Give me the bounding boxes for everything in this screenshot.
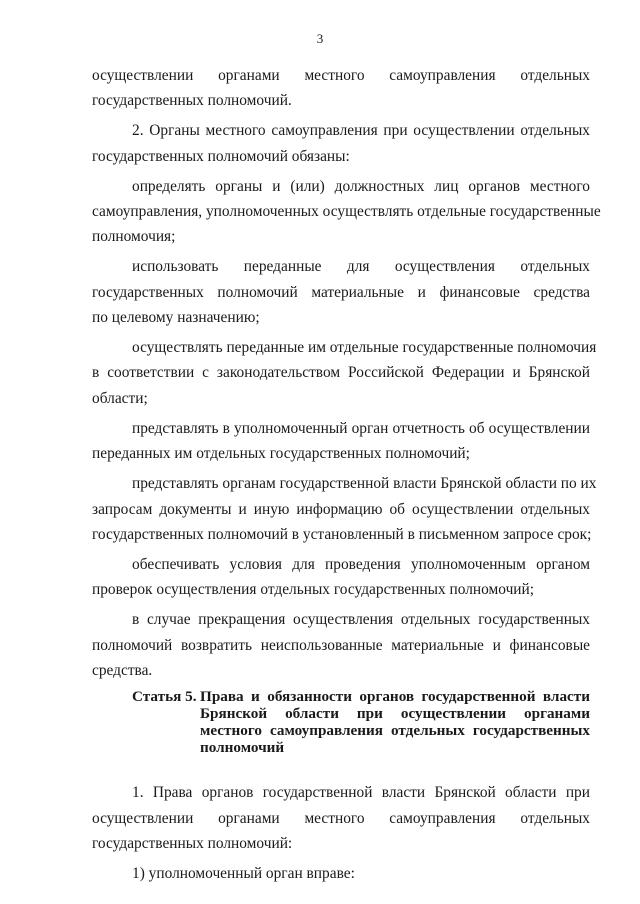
paragraph [92, 254, 590, 330]
paragraph [92, 471, 597, 547]
text-line: государственных полномочий материальные и финансовые средства [92, 283, 590, 301]
paragraph [92, 63, 590, 114]
text-line: государственных полномочий в установленный в письменном запросе срок; [92, 525, 592, 543]
paragraphs-bottom [92, 780, 590, 886]
article-title-line: полномочий [200, 739, 285, 757]
text-line: осуществлении органами местного самоуправления отдельных [92, 67, 590, 84]
paragraph [92, 780, 590, 856]
text-line: осуществлять переданные им отдельные государственные полномочия [132, 339, 597, 357]
text-line: представлять в уполномоченный орган отчетность об осуществлении [132, 419, 590, 437]
paragraph [92, 174, 601, 250]
article-title [200, 688, 590, 756]
text-line: переданных им отдельных государственных полномочий; [92, 445, 470, 463]
text-line: запросам документы и иную информацию об осуществлении отдельных [92, 500, 590, 518]
article-title-line: Брянской области при осуществлении органами [200, 705, 590, 723]
text-line: государственных полномочий обязаны: [92, 147, 350, 165]
text-line: полномочий возвратить неиспользованные материальные и финансовые [92, 636, 590, 654]
paragraphs-top [92, 63, 601, 683]
text-line: определять органы и (или) должностных лиц органов местного [132, 177, 590, 195]
text-line: осуществлении органами местного самоуправления отдельных [92, 809, 590, 827]
text-line: государственных полномочий. [92, 92, 292, 110]
text-line: использовать переданные для осуществления отдельных [132, 258, 590, 276]
paragraph [92, 607, 590, 683]
text-line: 1) уполномоченный орган вправе: [132, 865, 355, 883]
paragraph [92, 416, 590, 467]
text-line: области; [92, 389, 148, 407]
text-line: по целевому назначению; [92, 309, 260, 327]
text-line: в соответствии с законодательством Российской Федерации и Брянской [92, 364, 590, 382]
text-line: средства. [92, 661, 153, 679]
text-line: обеспечивать условия для проведения уполномоченным органом [132, 555, 590, 573]
text-line: в случае прекращения осуществления отдельных государственных [132, 611, 590, 629]
text-line: проверок осуществления отдельных государственных полномочий; [92, 581, 535, 599]
paragraph [92, 118, 590, 169]
text-line: самоуправления, уполномоченных осуществлять отдельные государственные [92, 203, 601, 221]
page-number: 3 [316, 31, 324, 46]
article-label: Статья 5. [132, 688, 197, 706]
text-line: 1. Права органов государственной власти Брянской области при [132, 784, 590, 802]
document-body [92, 63, 601, 891]
paragraph [92, 861, 590, 886]
text-line: государственных полномочий: [92, 835, 293, 853]
text-line: полномочия; [92, 228, 176, 246]
paragraph [92, 335, 597, 411]
text-line: представлять органам государственной власти Брянской области по их [132, 475, 597, 493]
text-line: 2. Органы местного самоуправления при осуществлении отдельных [132, 122, 590, 140]
article-title-line: местного самоуправления отдельных государственных [200, 722, 590, 740]
article-heading [92, 688, 590, 756]
article-title-line: Права и обязанности органов государственной власти [200, 688, 590, 706]
paragraph [92, 552, 590, 603]
